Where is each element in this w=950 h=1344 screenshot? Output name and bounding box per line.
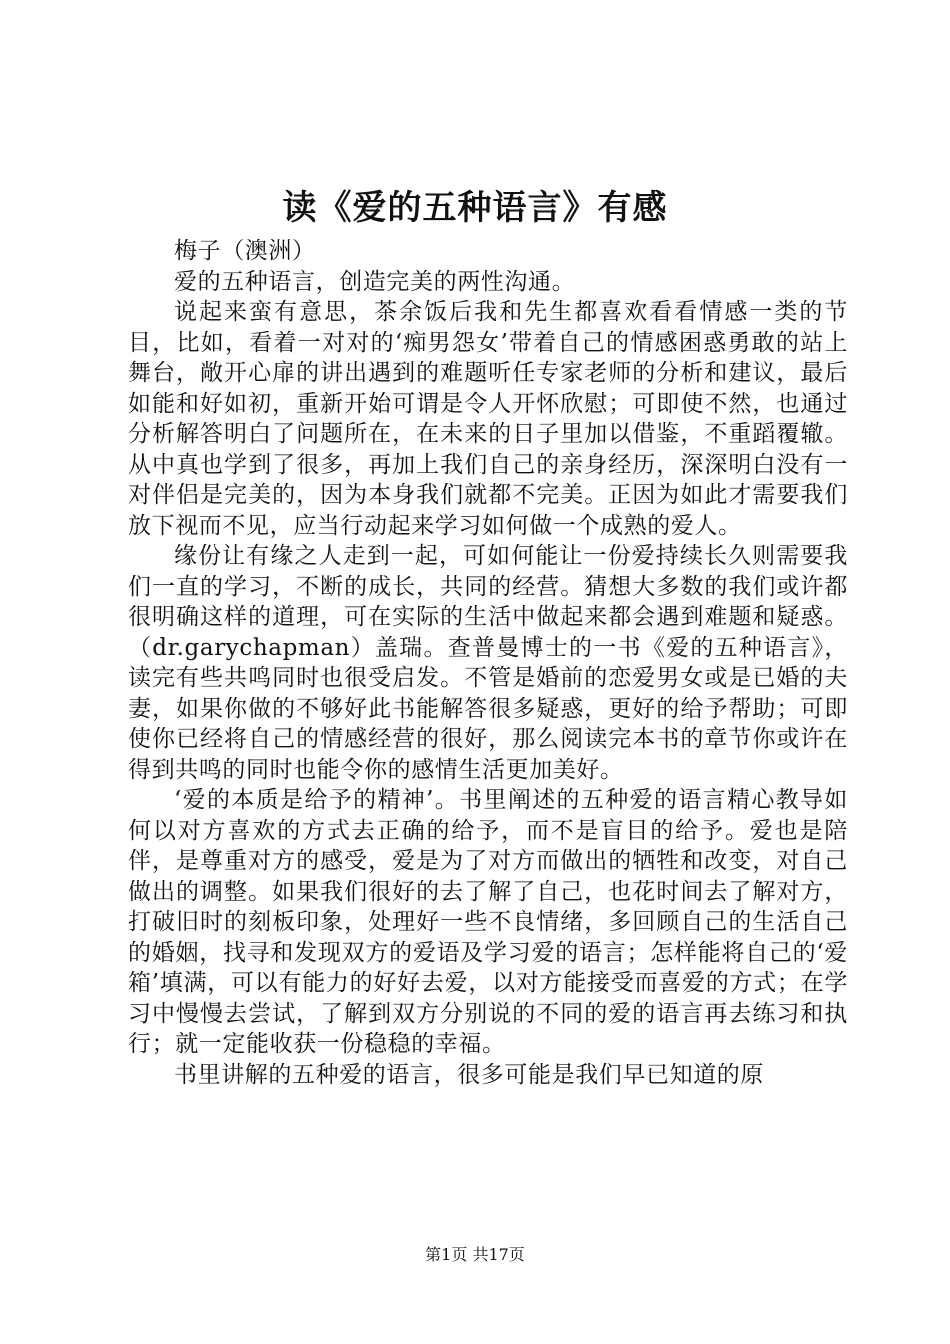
paragraph: 爱的五种语言，创造完美的两性沟通。: [174, 268, 576, 295]
author-line: 梅子（澳洲）: [174, 238, 316, 264]
document-title: 读《爱的五种语言》有感: [282, 188, 668, 228]
paragraph: 缘份让有缘之人走到一起，可如何能让一份爱持续长久则需要我们一直的学习，不断的成长，共同的经营。猜想大多数的我们或许都很明确这样的道理，可在实际的生活中做起来都会遇到难题和疑惑。（dr.garychapman）盖瑞。查普曼博士的一书《爱的五种语言》，读完有些共鸣同时也很受启发。不管是婚前的恋爱男女或是已婚的夫妻，如果你做的不够好此书能解答很多疑惑，更好的给予帮助；可即使你已经将自己的情感经营的很好，那么阅读完本书的章节你或许在得到共鸣的同时也能令你的感情生活更加美好。: [128, 543, 848, 783]
paragraph: 书里讲解的五种爱的语言，很多可能是我们早已知道的原: [174, 1061, 764, 1088]
paragraph: ‘爱的本质是给予的精神’。书里阐述的五种爱的语言精心教导如何以对方喜欢的方式去正确的给予，而不是盲目的给予。爱也是陪伴，是尊重对方的感受，爱是为了对方而做出的牺牲和改变，对自己做出的调整。如果我们很好的去了解了自己，也花时间去了解对方，打破旧时的刻板印象，处理好一些不良情绪，多回顾自己的生活自己的婚姻，找寻和发现双方的爱语及学习爱的语言；怎样能将自己的‘爱箱’填满，可以有能力的好好去爱，以对方能接受而喜爱的方式；在学习中慢慢去尝试，了解到双方分别说的不同的爱的语言再去练习和执行；就一定能收获一份稳稳的幸福。: [128, 787, 848, 1057]
document-body: [128, 236, 848, 1090]
page-indicator: 第1页 共17页: [425, 1245, 525, 1264]
paragraph: 说起来蛮有意思，茶余饭后我和先生都喜欢看看情感一类的节目，比如，看着一对对的‘痴男怨女’带着自己的情感困惑勇敢的站上舞台，敞开心扉的讲出遇到的难题听任专家老师的分析和建议，最后如能和好如初，重新开始可谓是令人开怀欣慰；可即使不然，也通过分析解答明白了问题所在，在未来的日子里加以借鉴，不重蹈覆辙。从中真也学到了很多，再加上我们自己的亲身经历，深深明白没有一对伴侣是完美的，因为本身我们就都不完美。正因为如此才需要我们放下视而不见，应当行动起来学习如何做一个成熟的爱人。: [128, 299, 848, 539]
